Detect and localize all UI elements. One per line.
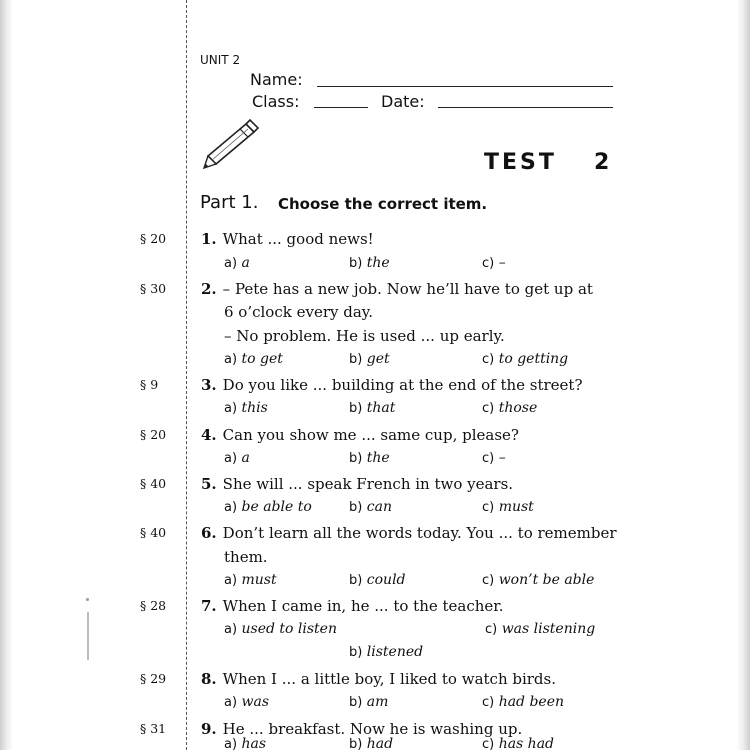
option-a[interactable] bbox=[224, 450, 250, 466]
question-text: Can you show me ... same cup, please? bbox=[222, 426, 519, 444]
option-letter: b) bbox=[349, 256, 363, 271]
option-a[interactable] bbox=[224, 255, 250, 271]
option-letter: c) bbox=[482, 500, 495, 515]
option-value: must bbox=[241, 572, 277, 588]
page-right-edge bbox=[738, 0, 750, 750]
option-letter: c) bbox=[482, 256, 495, 271]
option-b[interactable] bbox=[349, 644, 423, 660]
option-value: listened bbox=[366, 644, 424, 660]
option-value: am bbox=[366, 694, 389, 710]
question-6 bbox=[201, 524, 617, 542]
option-c[interactable] bbox=[482, 351, 568, 367]
margin-dot bbox=[86, 598, 89, 601]
margin-mark bbox=[87, 612, 89, 660]
question-text: When I came in, he ... to the teacher. bbox=[222, 597, 504, 615]
section-ref: § 28 bbox=[140, 598, 167, 613]
option-letter: a) bbox=[224, 622, 238, 637]
option-letter: c) bbox=[482, 573, 495, 588]
question-number: 3. bbox=[201, 376, 217, 394]
option-letter: b) bbox=[349, 645, 363, 660]
test-title: TEST bbox=[484, 150, 557, 175]
option-value: has bbox=[241, 736, 267, 752]
option-a[interactable] bbox=[224, 351, 283, 367]
option-value: – bbox=[498, 255, 506, 271]
section-ref: § 30 bbox=[140, 281, 167, 296]
option-c[interactable] bbox=[482, 450, 506, 466]
option-letter: c) bbox=[482, 695, 495, 710]
question-text: What ... good news! bbox=[222, 230, 374, 248]
option-value: to getting bbox=[498, 351, 569, 367]
option-letter: b) bbox=[349, 352, 363, 367]
date-field[interactable] bbox=[438, 107, 613, 108]
question-text: Don’t learn all the words today. You ... to remember bbox=[222, 524, 617, 542]
question-text: He ... breakfast. Now he is washing up. bbox=[222, 720, 523, 738]
option-value: get bbox=[366, 351, 390, 367]
option-value: has had bbox=[498, 736, 555, 752]
option-letter: a) bbox=[224, 737, 238, 752]
section-ref: § 20 bbox=[140, 427, 167, 442]
question-text-line: – No problem. He is used ... up early. bbox=[224, 327, 505, 345]
question-number: 2. bbox=[201, 280, 217, 298]
option-a[interactable] bbox=[224, 499, 312, 515]
class-label: Class: bbox=[252, 92, 300, 111]
unit-label: UNIT 2 bbox=[200, 53, 241, 67]
test-number: 2 bbox=[594, 150, 610, 175]
question-number: 6. bbox=[201, 524, 217, 542]
question-number: 8. bbox=[201, 670, 217, 688]
option-letter: a) bbox=[224, 573, 238, 588]
question-7 bbox=[201, 597, 504, 615]
option-value: to get bbox=[241, 351, 283, 367]
option-c[interactable] bbox=[482, 400, 537, 416]
section-ref: § 40 bbox=[140, 476, 167, 491]
option-a[interactable] bbox=[224, 694, 269, 710]
option-letter: a) bbox=[224, 695, 238, 710]
option-value: be able to bbox=[241, 499, 312, 515]
option-a[interactable] bbox=[224, 572, 277, 588]
name-field[interactable] bbox=[317, 86, 613, 87]
name-label: Name: bbox=[250, 70, 303, 89]
option-a[interactable] bbox=[224, 400, 268, 416]
option-value: was listening bbox=[501, 621, 596, 637]
option-b[interactable] bbox=[349, 572, 406, 588]
section-ref: § 9 bbox=[140, 377, 159, 392]
part-label: Part 1. bbox=[200, 192, 259, 213]
option-letter: c) bbox=[482, 737, 495, 752]
option-value: those bbox=[498, 400, 538, 416]
question-text: She will ... speak French in two years. bbox=[222, 475, 514, 493]
pencil-icon bbox=[200, 118, 266, 170]
option-value: can bbox=[366, 499, 392, 515]
option-value: used to listen bbox=[241, 621, 337, 637]
option-value: that bbox=[366, 400, 396, 416]
option-letter: c) bbox=[482, 352, 495, 367]
section-ref: § 31 bbox=[140, 721, 167, 736]
option-c[interactable] bbox=[482, 255, 506, 271]
option-letter: a) bbox=[224, 256, 238, 271]
option-letter: a) bbox=[224, 500, 238, 515]
option-b[interactable] bbox=[349, 450, 390, 466]
question-number: 4. bbox=[201, 426, 217, 444]
question-3 bbox=[201, 376, 583, 394]
option-letter: b) bbox=[349, 573, 363, 588]
option-letter: a) bbox=[224, 352, 238, 367]
option-value: a bbox=[241, 255, 250, 271]
option-letter: b) bbox=[349, 737, 363, 752]
question-number: 9. bbox=[201, 720, 217, 738]
question-5 bbox=[201, 475, 513, 493]
part-title: Choose the correct item. bbox=[278, 195, 488, 213]
option-letter: b) bbox=[349, 695, 363, 710]
option-value: had bbox=[366, 736, 394, 752]
question-text: – Pete has a new job. Now he’ll have to get up at bbox=[222, 280, 593, 298]
question-text-line: them. bbox=[224, 548, 268, 566]
question-8 bbox=[201, 670, 556, 688]
option-letter: c) bbox=[482, 401, 495, 416]
option-c[interactable] bbox=[482, 572, 594, 588]
option-value: was bbox=[241, 694, 270, 710]
option-value: won’t be able bbox=[498, 572, 595, 588]
option-value: – bbox=[498, 450, 506, 466]
question-number: 7. bbox=[201, 597, 217, 615]
section-ref: § 20 bbox=[140, 231, 167, 246]
option-b[interactable] bbox=[349, 255, 390, 271]
option-b[interactable] bbox=[349, 351, 390, 367]
question-text: Do you like ... building at the end of the street? bbox=[222, 376, 583, 394]
section-ref: § 29 bbox=[140, 671, 167, 686]
option-value: had been bbox=[498, 694, 565, 710]
option-value: could bbox=[366, 572, 406, 588]
option-letter: c) bbox=[485, 622, 498, 637]
question-number: 1. bbox=[201, 230, 217, 248]
option-b[interactable] bbox=[349, 400, 395, 416]
question-2 bbox=[201, 280, 593, 298]
option-value: the bbox=[366, 450, 390, 466]
question-1 bbox=[201, 230, 374, 248]
class-field[interactable] bbox=[314, 107, 368, 108]
page-left-edge bbox=[0, 0, 12, 750]
option-letter: b) bbox=[349, 401, 363, 416]
option-value: the bbox=[366, 255, 390, 271]
question-text-line: 6 o’clock every day. bbox=[224, 303, 374, 321]
option-c[interactable] bbox=[482, 694, 564, 710]
option-c[interactable] bbox=[485, 621, 595, 637]
question-text: When I ... a little boy, I liked to watch birds. bbox=[222, 670, 557, 688]
question-4 bbox=[201, 426, 519, 444]
option-c[interactable] bbox=[482, 499, 534, 515]
cut-line bbox=[186, 0, 187, 750]
option-letter: a) bbox=[224, 401, 238, 416]
date-label: Date: bbox=[381, 92, 425, 111]
question-number: 5. bbox=[201, 475, 217, 493]
option-letter: b) bbox=[349, 500, 363, 515]
option-letter: c) bbox=[482, 451, 495, 466]
option-letter: b) bbox=[349, 451, 363, 466]
option-a[interactable] bbox=[224, 621, 337, 637]
section-ref: § 40 bbox=[140, 525, 167, 540]
option-b[interactable] bbox=[349, 499, 392, 515]
option-letter: a) bbox=[224, 451, 238, 466]
option-b[interactable] bbox=[349, 694, 388, 710]
option-value: this bbox=[241, 400, 268, 416]
option-value: a bbox=[241, 450, 250, 466]
option-value: must bbox=[498, 499, 534, 515]
